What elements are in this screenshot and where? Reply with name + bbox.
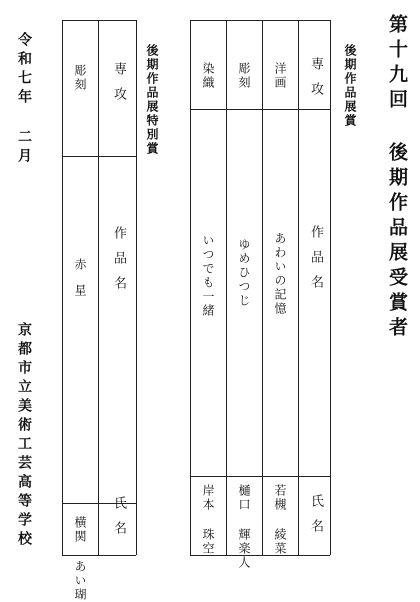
special-section-label: 後期作品展特別賞 <box>145 44 159 156</box>
award-header-work: 作品名 <box>308 225 323 300</box>
special-header-work: 作品名 <box>111 226 126 301</box>
page-title: 第十九回 後期作品展受賞者 <box>386 14 408 342</box>
special-row-1-major: 彫刻 <box>73 64 87 92</box>
special-row-1-work: 赤星 <box>73 258 87 310</box>
special-row-1-name: 横関 あい瑚 <box>73 516 87 602</box>
issue-date: 令和七年 二月 <box>16 32 32 167</box>
award-row-3-major: 染織 <box>201 62 215 90</box>
award-section-label: 後期作品展賞 <box>343 44 357 128</box>
award-row-3-work: いつでも一緒 <box>201 234 215 318</box>
award-row-1-major: 洋画 <box>273 62 287 90</box>
special-header-major: 専攻 <box>111 62 126 112</box>
award-header-major: 専攻 <box>308 57 323 107</box>
award-header-name: 氏名 <box>308 494 323 544</box>
award-row-2-name: 樋口 輝楽人 <box>237 484 251 570</box>
award-row-1-name: 若槻 綾菜 <box>273 484 287 556</box>
award-row-3-name: 岸本 珠空 <box>201 484 215 556</box>
school-name: 京都市立美術工芸高等学校 <box>16 322 32 550</box>
special-header-name: 氏名 <box>111 496 126 546</box>
award-row-2-work: ゆめひつじ <box>237 238 251 308</box>
award-row-2-major: 彫刻 <box>237 62 251 90</box>
award-row-1-work: あわいの記憶 <box>273 232 287 316</box>
